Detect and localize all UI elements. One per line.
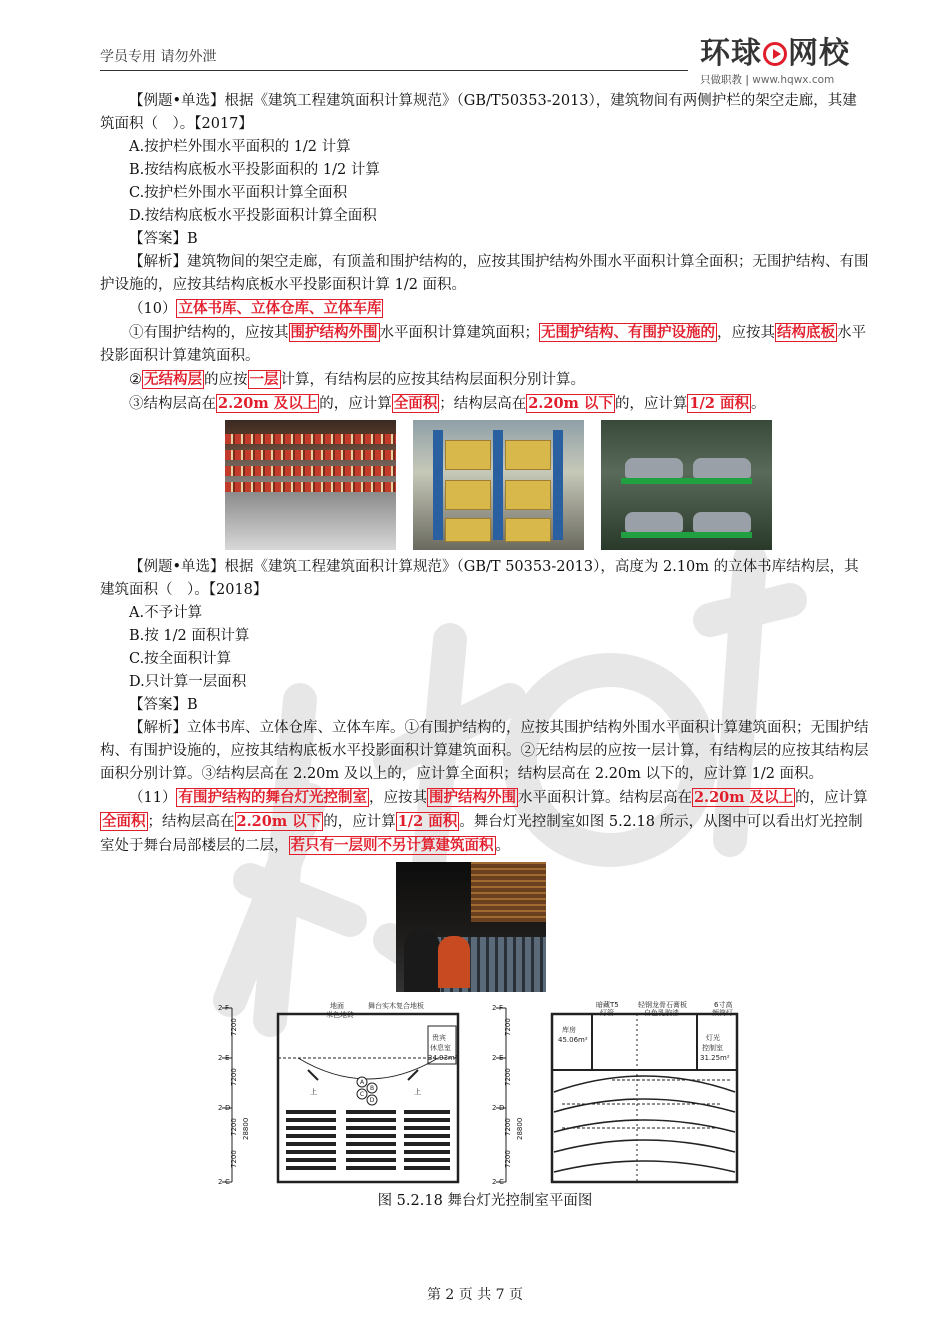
q1-option-a: A.按护栏外围水平面积的 1/2 计算 <box>129 139 351 155</box>
svg-text:2-D: 2-D <box>218 1104 231 1112</box>
svg-text:休息室: 休息室 <box>430 1044 451 1052</box>
svg-text:A: A <box>359 1079 365 1086</box>
svg-text:34.93m²: 34.93m² <box>428 1054 458 1062</box>
svg-text:2-F: 2-F <box>492 1004 504 1012</box>
svg-text:28800: 28800 <box>516 1117 524 1140</box>
q1-option-c: C.按护栏外围水平面积计算全面积 <box>129 185 348 201</box>
svg-text:2-C: 2-C <box>218 1178 230 1186</box>
photo-lighting-control-room <box>396 862 546 992</box>
sec10-title: 立体书库、立体仓库、立体车库 <box>178 300 382 317</box>
svg-text:控制室: 控制室 <box>702 1044 723 1052</box>
floor-plans <box>218 1000 870 1190</box>
photo-stereo-library <box>225 420 396 550</box>
svg-text:2-E: 2-E <box>492 1054 504 1062</box>
svg-text:7200: 7200 <box>504 1150 512 1168</box>
svg-text:暗藏T5: 暗藏T5 <box>596 1001 619 1009</box>
svg-text:31.25m²: 31.25m² <box>700 1054 730 1062</box>
svg-text:C: C <box>359 1091 365 1098</box>
logo-text-b: 网校 <box>788 36 850 71</box>
page-number: 第 2 页 共 7 页 <box>426 1287 524 1303</box>
q1-stem: 【例题•单选】根据《建筑工程建筑面积计算规范》（GB/T50353-2013），建筑物间有两侧护栏的架空走廊，其建筑面积（ ）。【2017】 <box>100 93 857 132</box>
svg-text:库房: 库房 <box>562 1026 576 1034</box>
figure-caption: 图 5.2.18 舞台灯光控制室平面图 <box>377 1193 593 1209</box>
photo-stereo-warehouse <box>413 420 584 550</box>
q2-stem: 【例题•单选】根据《建筑工程建筑面积计算规范》（GB/T 50353-2013），高度为 2.10m 的立体书库结构层，其建筑面积（ ）。【2018】 <box>100 559 859 598</box>
page-content <box>100 90 870 1213</box>
q1-answer: 【答案】B <box>129 231 198 247</box>
logo-text-a: 环球 <box>700 36 762 71</box>
q1-analysis: 【解析】建筑物间的架空走廊，有顶盖和围护结构的，应按其围护结构外围水平面积计算全面积；无围护结构、有围护设施的，应按其结构底板水平投影面积计算 1/2 面积。 <box>100 254 869 293</box>
q2-option-d: D.只计算一层面积 <box>129 674 247 690</box>
logo-slogan: 只做职教 <box>700 74 742 86</box>
svg-text:2-C: 2-C <box>492 1178 504 1186</box>
q2-answer: 【答案】B <box>129 697 198 713</box>
q2-option-c: C.按全面积计算 <box>129 651 232 667</box>
plan-ground-floor <box>218 1000 480 1190</box>
sec10-rule-1: ①有围护结构的，应按其 围护结构外围 水平面积计算建筑面积； 无围护结构、有围护设施的 ，应按其 结构底板 水平投影面积计算建筑面积。 <box>100 324 866 364</box>
svg-text:7200: 7200 <box>230 1118 238 1136</box>
sec10-rule-2: ② 无结构层 的应按 一层 计算，有结构层的应按其结构层面积分别计算。 <box>129 371 585 388</box>
q1-option-b: B.按结构底板水平投影面积的 1/2 计算 <box>129 162 380 178</box>
svg-text:贵宾: 贵宾 <box>432 1034 446 1042</box>
header-rule <box>100 70 688 71</box>
svg-text:2-F: 2-F <box>218 1004 230 1012</box>
svg-text:舞台实木复合地板: 舞台实木复合地板 <box>368 1002 424 1010</box>
storage-photos <box>225 420 870 550</box>
sec11-rule: （11） 有围护结构的舞台灯光控制室 ，应按其 围护结构外围 水平面积计算。结构层高在 2.20m 及以上 的，应计算全面积 ；结构层高在 2.20m 以下 的，应计算 1/2 面积 。舞台灯光控制室如图 5.2.18 所示，从图中可以看出灯光控制室处于舞台局部楼层的二层， 若只有一层则不另计算建筑面积 。 <box>100 789 868 854</box>
svg-text:7200: 7200 <box>230 1150 238 1168</box>
svg-text:7200: 7200 <box>504 1018 512 1036</box>
svg-text:频筒灯: 频筒灯 <box>712 1009 733 1017</box>
svg-text:2-D: 2-D <box>492 1104 505 1112</box>
svg-text:上: 上 <box>310 1088 317 1096</box>
svg-text:45.06m²: 45.06m² <box>558 1036 588 1044</box>
svg-text:D: D <box>369 1097 375 1104</box>
svg-text:灯光: 灯光 <box>706 1034 720 1042</box>
svg-text:7200: 7200 <box>230 1068 238 1086</box>
photo-stereo-garage <box>601 420 772 550</box>
svg-text:B: B <box>369 1085 375 1092</box>
brand-logo: 环球 网校 只做职教 | www.hqwx.com <box>700 36 850 86</box>
plan-second-floor <box>492 1000 754 1190</box>
svg-text:7200: 7200 <box>504 1068 512 1086</box>
q2-analysis: 【解析】立体书库、立体仓库、立体车库。①有围护结构的，应按其围护结构外围水平面积计算建筑面积；无围护结构、有围护设施的，应按其结构底板水平投影面积计算建筑面积。②无结构层的应按一层计算，有结构层的应按其结构层面积分别计算。③结构层高在 2.20m 及以上的，应计算全面积；结构层高在 2.20m 以下的，应计算 1/2 面积。 <box>100 720 869 782</box>
q1-option-d: D.按结构底板水平投影面积计算全面积 <box>129 208 377 224</box>
svg-text:米色地砖: 米色地砖 <box>326 1011 354 1019</box>
sec10-rule-3: ③结构层高在 2.20m 及以上 的，应计算 全面积 ；结构层高在 2.20m 以下 的，应计算 1/2 面积 。 <box>129 395 766 412</box>
svg-text:上: 上 <box>414 1088 421 1096</box>
svg-text:灯管: 灯管 <box>600 1009 614 1017</box>
svg-text:7200: 7200 <box>504 1118 512 1136</box>
sec10-heading <box>100 297 870 321</box>
logo-url: www.hqwx.com <box>752 74 835 86</box>
svg-text:28800: 28800 <box>242 1117 250 1140</box>
header-notice: 学员专用 请勿外泄 <box>100 49 217 65</box>
page-header <box>100 36 870 86</box>
svg-text:7200: 7200 <box>230 1018 238 1036</box>
svg-text:2-E: 2-E <box>218 1054 230 1062</box>
svg-text:6寸高: 6寸高 <box>714 1001 733 1009</box>
q2-option-a: A.不予计算 <box>129 605 203 621</box>
svg-text:轻钢龙骨石膏板: 轻钢龙骨石膏板 <box>638 1001 687 1009</box>
svg-text:地面: 地面 <box>330 1002 344 1010</box>
svg-text:白色乳胶漆: 白色乳胶漆 <box>644 1009 679 1017</box>
play-icon <box>763 42 787 66</box>
q2-option-b: B.按 1/2 面积计算 <box>129 628 250 644</box>
sec10-number: （10） <box>129 301 177 317</box>
